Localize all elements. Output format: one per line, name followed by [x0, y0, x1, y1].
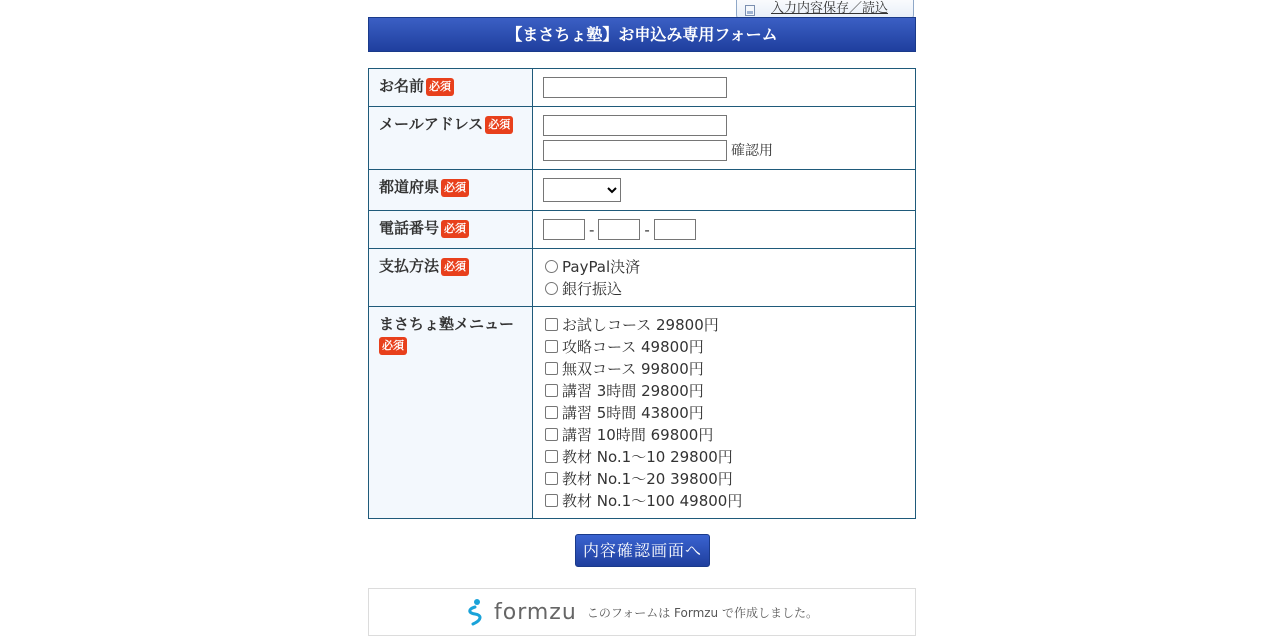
required-badge: 必須 [426, 78, 454, 96]
radio-button[interactable] [545, 260, 558, 273]
payment-label: 支払方法 [379, 257, 440, 275]
payment-option-label: 銀行振込 [562, 279, 623, 298]
menu-option[interactable] [543, 357, 905, 379]
required-badge: 必須 [441, 220, 469, 238]
payment-option[interactable] [543, 277, 905, 299]
menu-label-cell [369, 307, 533, 519]
checkbox[interactable] [545, 340, 558, 353]
payment-field-cell [533, 249, 916, 307]
formzu-logo-icon [466, 598, 484, 626]
menu-option[interactable] [543, 423, 905, 445]
payment-option[interactable] [543, 255, 905, 277]
phone-number-input[interactable] [654, 219, 696, 240]
prefecture-field-cell [533, 170, 916, 211]
checkbox[interactable] [545, 450, 558, 463]
save-load-link[interactable]: 入力内容保存／読込 [771, 1, 889, 16]
email-input[interactable] [543, 115, 727, 136]
menu-option[interactable] [543, 313, 905, 335]
checkbox[interactable] [545, 494, 558, 507]
menu-field-cell [533, 307, 916, 519]
menu-option-label: 教材 No.1〜20 39800円 [562, 469, 733, 488]
menu-option[interactable] [543, 335, 905, 357]
payment-option-label: PayPal決済 [562, 257, 641, 276]
menu-option[interactable] [543, 489, 905, 511]
confirm-submit-button[interactable]: 内容確認画面へ [575, 534, 710, 567]
name-input[interactable] [543, 77, 727, 98]
email-label: メールアドレス [379, 115, 484, 133]
phone-label: 電話番号 [379, 219, 440, 237]
menu-option[interactable] [543, 401, 905, 423]
menu-option-label: 教材 No.1〜10 29800円 [562, 447, 733, 466]
checkbox[interactable] [545, 428, 558, 441]
prefecture-label: 都道府県 [379, 178, 440, 196]
checkbox[interactable] [545, 318, 558, 331]
footer [368, 588, 916, 636]
menu-option-label: 講習 10時間 69800円 [562, 425, 714, 444]
prefecture-select[interactable] [543, 178, 621, 202]
menu-option-label: 講習 3時間 29800円 [562, 381, 704, 400]
email-confirm-label: 確認用 [731, 143, 773, 159]
document-icon [745, 5, 755, 16]
email-field-cell [533, 107, 916, 170]
required-badge: 必須 [485, 116, 513, 134]
row-menu [369, 307, 916, 519]
footer-message: このフォームは Formzu で作成しました。 [586, 605, 818, 620]
menu-option-label: 教材 No.1〜100 49800円 [562, 491, 743, 510]
email-label-cell [369, 107, 533, 170]
row-prefecture [369, 170, 916, 211]
payment-label-cell [369, 249, 533, 307]
form-title: 【まさちょ塾】お申込み専用フォーム [368, 17, 916, 52]
phone-separator: - [644, 220, 650, 239]
menu-label: まさちょ塾メニュー [379, 315, 515, 333]
required-badge: 必須 [441, 179, 469, 197]
menu-option[interactable] [543, 467, 905, 489]
row-email [369, 107, 916, 170]
phone-label-cell [369, 211, 533, 249]
phone-field-cell [533, 211, 916, 249]
menu-option-label: 無双コース 99800円 [562, 359, 704, 378]
menu-option-label: 講習 5時間 43800円 [562, 403, 704, 422]
checkbox[interactable] [545, 384, 558, 397]
name-label-cell [369, 69, 533, 107]
phone-exchange-input[interactable] [598, 219, 640, 240]
required-badge: 必須 [441, 258, 469, 276]
required-badge: 必須 [379, 337, 407, 355]
row-phone [369, 211, 916, 249]
formzu-logo[interactable] [466, 598, 577, 626]
row-name [369, 69, 916, 107]
name-label: お名前 [379, 77, 425, 95]
phone-area-input[interactable] [543, 219, 585, 240]
formzu-logo-text: formzu [494, 599, 577, 625]
checkbox[interactable] [545, 362, 558, 375]
menu-option-label: 攻略コース 49800円 [562, 337, 704, 356]
menu-option-label: お試しコース 29800円 [562, 315, 719, 334]
checkbox[interactable] [545, 472, 558, 485]
email-confirm-input[interactable] [543, 140, 727, 161]
row-payment [369, 249, 916, 307]
checkbox[interactable] [545, 406, 558, 419]
application-form [368, 68, 916, 519]
radio-button[interactable] [545, 282, 558, 295]
menu-option[interactable] [543, 379, 905, 401]
phone-separator: - [589, 220, 595, 239]
prefecture-label-cell [369, 170, 533, 211]
menu-option[interactable] [543, 445, 905, 467]
name-field-cell [533, 69, 916, 107]
